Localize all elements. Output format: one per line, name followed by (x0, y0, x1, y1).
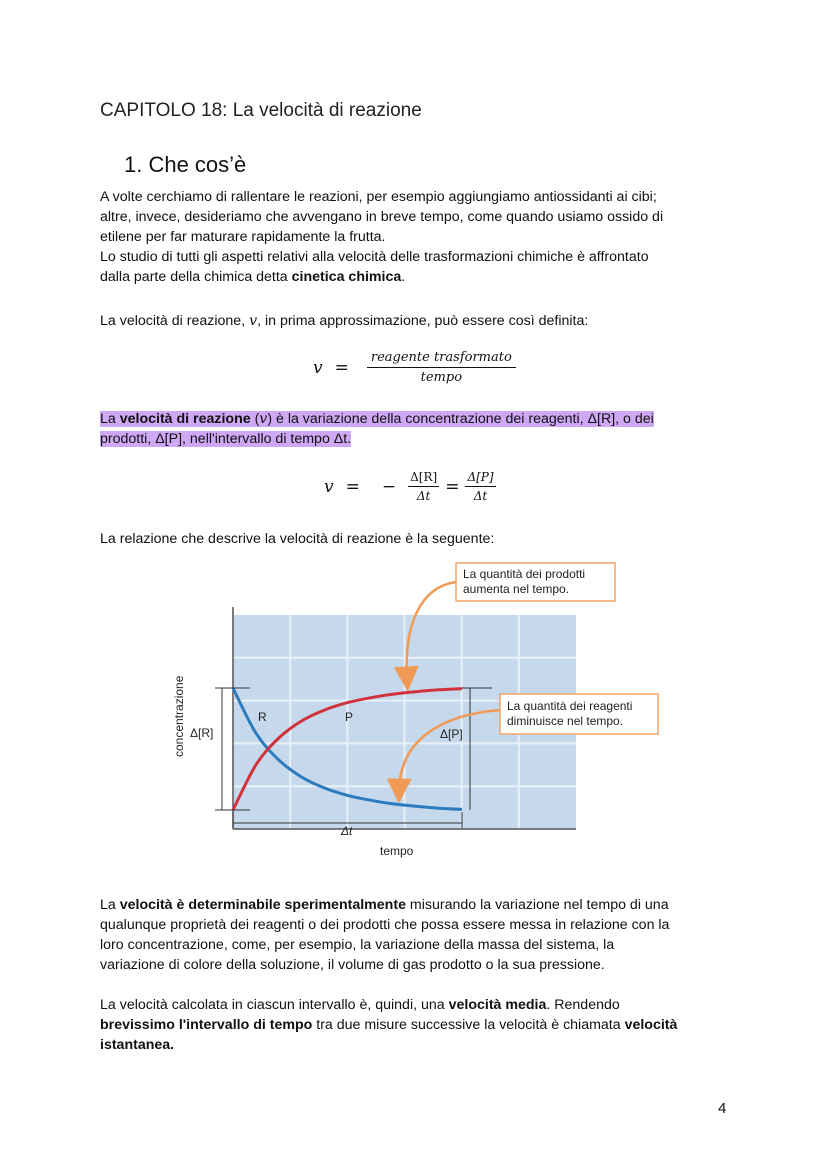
formula-equals: = (334, 357, 349, 378)
definition-text: , in prima approssimazione, può essere così definita: (257, 313, 589, 329)
formula-numerator: reagente trasformato (367, 350, 516, 368)
formula-denominator: Δt (416, 489, 431, 503)
measure-line (100, 895, 740, 915)
formula-denominator: tempo (420, 370, 463, 385)
highlight-text: ) (267, 411, 273, 427)
formula-rate-definition (324, 470, 500, 503)
highlight-text: La (100, 411, 120, 427)
formula-average-rate (313, 350, 520, 385)
chapter-title: CAPITOLO 18: La velocità di reazione (100, 100, 422, 121)
callout-reactants-line2: diminuisce nel tempo. (507, 714, 624, 728)
series-p-label: P (345, 710, 354, 724)
y-axis-label: concentrazione (172, 675, 186, 757)
intro-paragraph (100, 187, 740, 287)
term-istantanea: istantanea. (100, 1037, 175, 1053)
page-number: 4 (718, 1100, 727, 1117)
definition-text: La velocità di reazione, (100, 313, 250, 329)
highlight-line (100, 429, 740, 449)
final-paragraph (100, 995, 740, 1055)
delta-p-label: Δ[P] (440, 727, 463, 741)
term-velocita-media: velocità media (448, 997, 547, 1013)
relation-text: La relazione che descrive la velocità di reazione è la seguente: (100, 531, 495, 547)
x-axis-label: tempo (380, 844, 414, 858)
delta-t-label: Δt (341, 824, 353, 838)
term-determinabile: velocità è determinabile sperimentalmente (119, 897, 406, 913)
velocity-symbol: v (259, 411, 268, 427)
section-title: 1. Che cos’è (124, 152, 247, 177)
intro-line: altre, invece, desideriamo che avvengano in breve tempo, come quando usiamo ossido di (100, 209, 664, 225)
formula-lhs: v (324, 476, 334, 497)
concentration-chart (0, 555, 828, 885)
term-velocita-di-reazione: velocità di reazione (119, 411, 251, 427)
highlight-text: è la variazione della concentrazione dei reagenti, Δ[R], o dei (272, 411, 654, 427)
formula-fraction-p (465, 470, 495, 503)
measure-line: loro concentrazione, come, per esempio, la variazione della massa del sistema, la (100, 937, 615, 953)
intro-text: dalla parte della chimica detta (100, 269, 292, 285)
formula-fraction (367, 350, 516, 385)
formula-denominator: Δt (473, 489, 488, 503)
callout-reactants-line1: La quantità dei reagenti (507, 699, 633, 713)
highlight-line (100, 409, 740, 429)
final-line (100, 1035, 740, 1055)
highlight-span: prodotti, Δ[P], nell'intervallo di tempo Δt. (100, 431, 352, 447)
formula-numerator: Δ[P] (465, 470, 495, 487)
intro-line: Lo studio di tutti gli aspetti relativi alla velocità delle trasformazioni chimiche è affrontato (100, 249, 649, 265)
formula-equals: = (345, 476, 360, 497)
intro-line: etilene per far maturare rapidamente la frutta. (100, 229, 386, 245)
measure-line: variazione di colore della soluzione, il volume di gas prodotto o la sua pressione. (100, 957, 605, 973)
callout-products-line2: aumenta nel tempo. (463, 582, 570, 596)
measure-line: qualunque proprietà dei reagenti o dei prodotti che possa essere messa in relazione con la (100, 917, 670, 933)
formula-lhs: v (313, 357, 323, 378)
callout-products-line1: La quantità dei prodotti (463, 567, 586, 581)
measure-text: La (100, 897, 120, 913)
term-velocita: velocità (624, 1017, 678, 1033)
definition-intro (100, 311, 740, 331)
measure-text: misurando la variazione nel tempo di una (405, 897, 669, 913)
delta-r-label: Δ[R] (190, 726, 214, 740)
final-line (100, 995, 740, 1015)
final-text: La velocità calcolata in ciascun intervallo è, quindi, una (100, 997, 449, 1013)
final-text: tra due misure successive la velocità è chiamata (312, 1017, 625, 1033)
highlighted-definition (100, 409, 740, 449)
series-r-label: R (258, 710, 267, 724)
measure-paragraph (100, 895, 740, 975)
formula-numerator: Δ[R] (408, 470, 439, 487)
intro-line (100, 267, 740, 287)
formula-fraction-r (408, 470, 439, 503)
formula-minus: − (381, 476, 397, 497)
intro-text: . (401, 269, 406, 285)
term-cinetica-chimica: cinetica chimica (291, 269, 402, 285)
velocity-symbol: v (249, 313, 258, 329)
intro-line: A volte cerchiamo di rallentare le reazioni, per esempio aggiungiamo antiossidanti ai cibi; (100, 189, 657, 205)
term-brevissimo: brevissimo l'intervallo di tempo (100, 1017, 313, 1033)
highlight-span (100, 411, 654, 427)
highlight-text: ( (250, 411, 260, 427)
final-line (100, 1015, 740, 1035)
final-text: . Rendendo (546, 997, 620, 1013)
formula-equals: = (445, 476, 460, 497)
